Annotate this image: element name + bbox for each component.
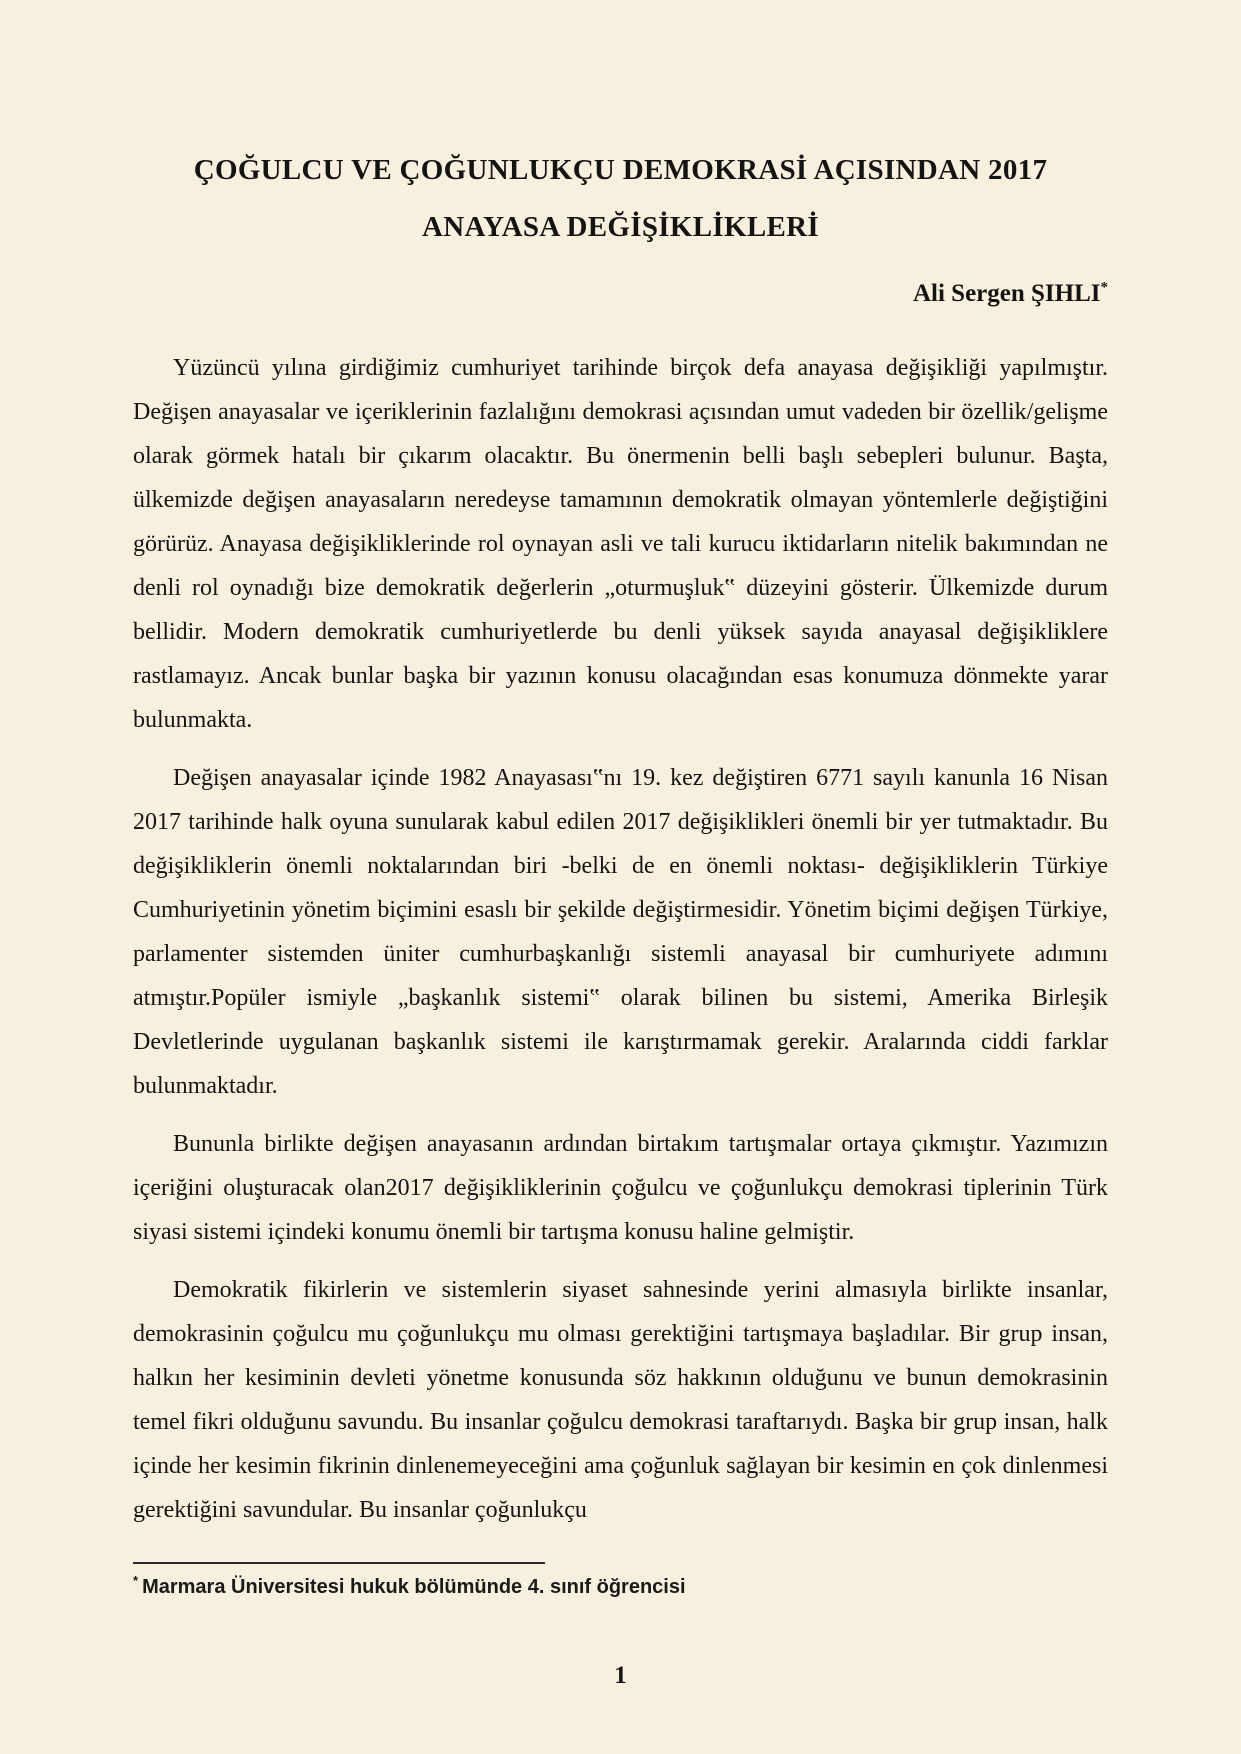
footnote-separator-line — [133, 1562, 545, 1564]
page-number: 1 — [614, 1662, 627, 1689]
document-title — [120, 142, 1121, 256]
paragraph-4: Demokratik fikirlerin ve sistemlerin siyaset sahnesinde yerini almasıyla birlikte insanlar, demokrasinin çoğulcu mu çoğunlukçu mu olması gerektiğini tartışmaya başladılar. Bir grup insan, halkın her kesiminin devleti yönetme konusunda söz hakkının olduğunu ve bunun demokrasinin temel fikri olduğunu savundu. Bu insanlar çoğulcu demokrasi taraftarıydı. Başka bir grup insan, halk içinde her kesimin fikrinin dinlenemeyeceğini ama çoğunluk sağlayan bir kesimin en çok dinlenmesi gerektiğini savundular. Bu insanlar çoğunlukçu — [133, 1277, 1108, 1523]
footnote-mark: * — [133, 1573, 139, 1589]
paragraph-2: Değişen anayasalar içinde 1982 Anayasası‟nı 19. kez değiştiren 6771 sayılı kanunla 16 Nisan 2017 tarihinde halk oyuna sunularak kabul edilen 2017 değişiklikleri önemli bir yer tutmaktadır. Bu değişikliklerin önemli noktalarından biri -belki de en önemli noktası- değişikliklerin Türkiye Cumhuriyetinin yönetim biçimini esaslı bir şekilde değiştirmesidir. Yönetim biçimi değişen Türkiye, parlamenter sistemden üniter cumhurbaşkanlığı sistemli anayasal bir cumhuriyete adımını atmıştır.Popüler ismiyle „başkanlık sistemi‟ olarak bilinen bu sistemi, Amerika Birleşik Devletlerinde uygulanan başkanlık sistemi ile karıştırmamak gerekir. Aralarında ciddi farklar bulunmaktadır. — [133, 765, 1108, 1099]
title-line-1: ÇOĞULCU VE ÇOĞUNLUKÇU DEMOKRASİ AÇISINDAN 2017 — [193, 154, 1048, 186]
paragraph-3: Bununla birlikte değişen anayasanın ardından birtakım tartışmalar ortaya çıkmıştır. Yazımızın içeriğini oluşturacak olan2017 değişikliklerinin çoğulcu ve çoğunlukçu demokrasi tiplerinin Türk siyasi sistemi içindeki konumu önemli bir tartışma konusu haline gelmiştir. — [133, 1131, 1108, 1245]
author-line — [133, 280, 1108, 308]
author-name: Ali Sergen ŞIHLI — [912, 280, 1101, 307]
author-footnote-mark: * — [1100, 279, 1108, 296]
footnote — [133, 1573, 1108, 1599]
title-line-2: ANAYASA DEĞİŞİKLİKLERİ — [422, 211, 819, 243]
footnote-label: Marmara Üniversitesi hukuk bölümünde 4. sınıf öğrencisi — [142, 1576, 686, 1598]
footnote-area — [133, 1562, 1108, 1599]
document-body — [133, 346, 1108, 1532]
paragraph-1: Yüzüncü yılına girdiğimiz cumhuriyet tarihinde birçok defa anayasa değişikliği yapılmıştır. Değişen anayasalar ve içeriklerinin fazlalığını demokrasi açısından umut vadeden bir özellik/gelişme olarak görmek hatalı bir çıkarım olacaktır. Bu önermenin belli başlı sebepleri bulunur. Başta, ülkemizde değişen anayasaların neredeyse tamamının demokratik olmayan yöntemlerle değiştiğini görürüz. Anayasa değişikliklerinde rol oynayan asli ve tali kurucu iktidarların nitelik bakımından ne denli rol oynadığı bize demokratik değerlerin „oturmuşluk‟ düzeyini gösterir. Ülkemizde durum bellidir. Modern demokratik cumhuriyetlerde bu denli yüksek sayıda anayasal değişikliklere rastlamayız. Ancak bunlar başka bir yazının konusu olacağından esas konumuza dönmekte yarar bulunmakta. — [133, 355, 1108, 733]
